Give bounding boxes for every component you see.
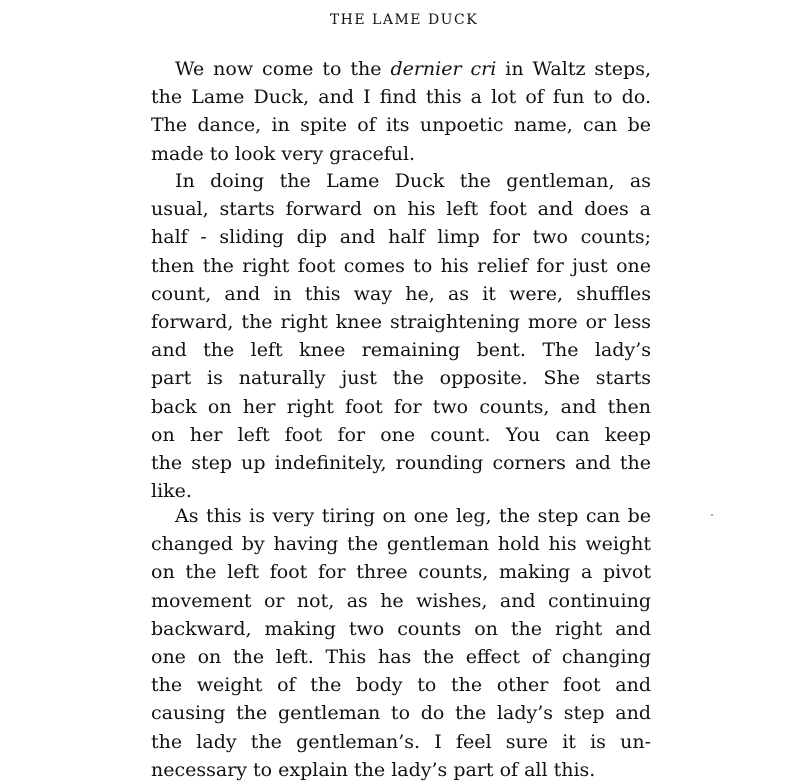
text-line [151,167,651,195]
text-line [151,449,651,477]
text-segment: usual, starts forward on his left foot and does a [151,198,651,221]
text-segment: In doing the Lame Duck the gentleman, as [175,170,651,192]
text-line [151,111,651,139]
text-line [151,671,651,699]
text-segment: in Waltz steps, [496,58,651,80]
text-segment: As this is very tiring on one leg, the step can be [175,505,651,527]
text-segment: on the left foot for three counts, making a pivot [151,561,651,584]
paragraph-gentleman-steps [151,167,651,505]
text-line [151,587,651,615]
text-segment: made to look very graceful. [151,142,416,165]
text-line [151,502,651,530]
text-segment: on her left foot for one count. You can keep [151,423,651,446]
text-line [151,83,651,111]
text-segment: the weight of the body to the other foot and [151,674,651,697]
text-segment: the step up indefinitely, rounding corners and the [151,451,651,474]
text-segment: The dance, in spite of its unpoetic name, can be [151,114,651,137]
text-line [151,615,651,643]
text-line [151,643,651,671]
text-line [151,393,651,421]
text-segment: necessary to explain the lady’s part of all this. [151,758,596,781]
text-line [151,530,651,558]
text-line [151,336,651,364]
paragraph-dernier-cri [151,55,651,168]
text-segment: forward, the right knee straightening more or less [151,310,651,333]
text-segment: like. [151,480,192,503]
text-segment: the Lame Duck, and I find this a lot of fun to do. [151,86,651,109]
text-segment: count, and in this way he, as it were, shuffles [151,282,651,305]
text-line [151,195,651,223]
text-segment: half - sliding dip and half limp for two counts; [151,226,651,249]
text-line [151,756,651,784]
italic-phrase: dernier cri [390,58,497,80]
text-line [151,558,651,586]
text-line [151,364,651,392]
paragraph-changing-weight [151,502,651,784]
text-segment: the lady the gentleman’s. I feel sure it is un- [151,730,651,753]
text-line [151,699,651,727]
text-segment: causing the gentleman to do the lady’s step and [151,702,651,725]
text-line [151,728,651,756]
text-segment: and the left knee remaining bent. The lady’s [151,339,651,362]
text-line [151,140,651,168]
text-line [151,280,651,308]
text-segment: one on the left. This has the effect of changing [151,645,651,668]
text-segment: backward, making two counts on the right and [151,617,651,640]
text-line [151,421,651,449]
text-segment: back on her right foot for two counts, and then [151,395,651,418]
text-segment: then the right foot comes to his relief for just one [151,254,651,277]
text-line [151,252,651,280]
text-segment: We now come to the [175,58,391,80]
running-head: THE LAME DUCK [329,12,479,28]
text-line [151,308,651,336]
text-line [151,223,651,251]
text-segment: movement or not, as he wishes, and continuing [151,589,651,612]
page-speck [711,514,713,516]
text-segment: changed by having the gentleman hold his weight [151,533,651,556]
text-segment: part is naturally just the opposite. She starts [151,367,651,390]
text-line [151,55,651,83]
